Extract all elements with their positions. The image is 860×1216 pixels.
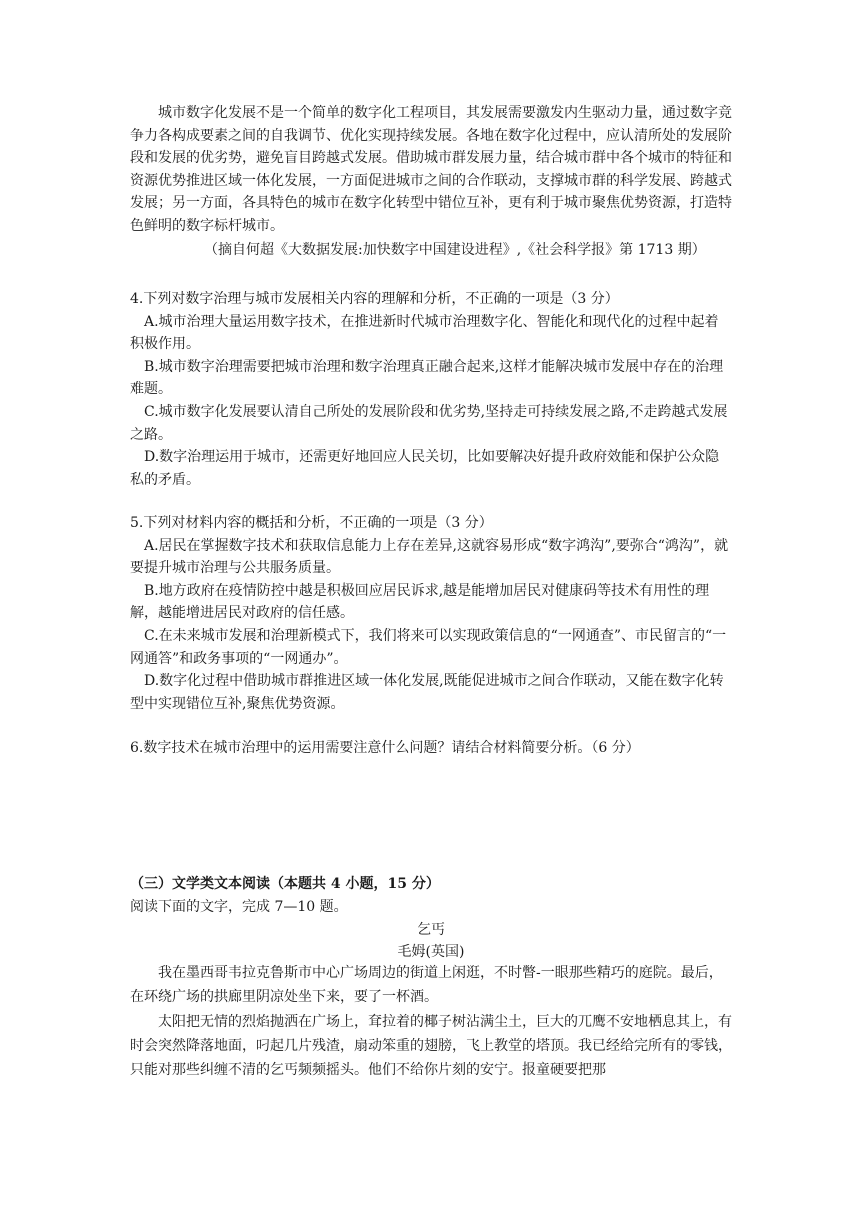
question-4-option-d: D.数字治理运用于城市，还需更好地回应人民关切，比如要解决好提升政府效能和保护公众隐私的矛盾。 bbox=[130, 449, 720, 488]
question-5-option-c: C.在未来城市发展和治理新模式下，我们将来可以实现政策信息的“一网通查”、市民留言的“一网通答”和政务事项的“一网通办”。 bbox=[130, 627, 727, 667]
question-4-option-c: C.城市数字化发展要认清自己所处的发展阶段和优劣势,坚持走可持续发展之路,不走跨越式发展之路。 bbox=[130, 403, 728, 443]
story-body bbox=[130, 961, 732, 1082]
story-author: 毛姆(英国) bbox=[397, 944, 465, 960]
question-6-title: 6.数字技术在城市治理中的运用需要注意什么问题？请结合材料简要分析。（6 分） bbox=[130, 740, 640, 756]
section-3-title: （三）文学类文本阅读（本题共 4 小题，15 分） bbox=[130, 876, 440, 892]
question-5 bbox=[130, 512, 732, 715]
section-3-instruction: 阅读下面的文字，完成 7—10 题。 bbox=[130, 899, 348, 915]
story-title: 乞丐 bbox=[417, 922, 445, 938]
question-5-option-d: D.数字化过程中借助城市群推进区域一体化发展,既能促进城市之间合作联动，又能在数字化转型中实现错位互补,聚焦优势资源。 bbox=[130, 673, 724, 712]
passage-paragraph: 城市数字化发展不是一个简单的数字化工程项目，其发展需要激发内生驱动力量，通过数字竞争力各构成要素之间的自我调节、优化实现持续发展。各地在数字化过程中，应认清所处的发展阶段和发展的优劣势，避免盲目跨越式发展。借助城市群发展力量，结合城市群中各个城市的特征和资源优势推进区域一体化发展，一方面促进城市之间的合作联动，支撑城市群的科学发展、跨越式发展；另一方面，各具特色的城市在数字化转型中错位互补，更有利于城市聚焦优势资源，打造特色鲜明的数字标杆城市。 bbox=[130, 105, 732, 234]
question-4-option-b: B.城市数字治理需要把城市治理和数字治理真正融合起来,这样才能解决城市发展中存在的治理难题。 bbox=[130, 358, 724, 398]
question-4 bbox=[130, 288, 732, 491]
question-5-title: 5.下列对材料内容的概括和分析，不正确的一项是（3 分） bbox=[130, 515, 493, 531]
question-4-title: 4.下列对数字治理与城市发展相关内容的理解和分析，不正确的一项是（3 分） bbox=[130, 291, 619, 307]
question-4-option-a: A.城市治理大量运用数字技术，在推进新时代城市治理数字化、智能化和现代化的过程中起着积极作用。 bbox=[130, 313, 719, 353]
passage-source: （摘自何超《大数据发展:加快数字中国建设进程》,《社会科学报》第 1713 期） bbox=[204, 242, 706, 258]
story-paragraph: 我在墨西哥韦拉克鲁斯市中心广场周边的街道上闲逛，不时瞥-一眼那些精巧的庭院。最后，在环绕广场的拱廊里阴凉处坐下来，要了一杯酒。 bbox=[130, 965, 723, 1006]
story-paragraph: 太阳把无情的烈焰抛洒在广场上，耷拉着的椰子树沾满尘土，巨大的兀鹰不安地栖息其上，有时会突然降落地面，叼起几片残渣，扇动笨重的翅膀，飞上教堂的塔顶。我已经给完所有的零钱，只能对那些纠缠不清的乞丐频频摇头。他们不给你片刻的安宁。报童硬要把那 bbox=[130, 1013, 732, 1079]
question-5-option-b: B.地方政府在疫情防控中越是积极回应居民诉求,越是能增加居民对健康码等技术有用性的理解，越能增进居民对政府的信任感。 bbox=[130, 582, 710, 622]
question-5-option-a: A.居民在掌握数字技术和获取信息能力上存在差异,这就容易形成“数字鸿沟”,要弥合“鸿沟”，就要提升城市治理与公共服务质量。 bbox=[130, 537, 729, 577]
